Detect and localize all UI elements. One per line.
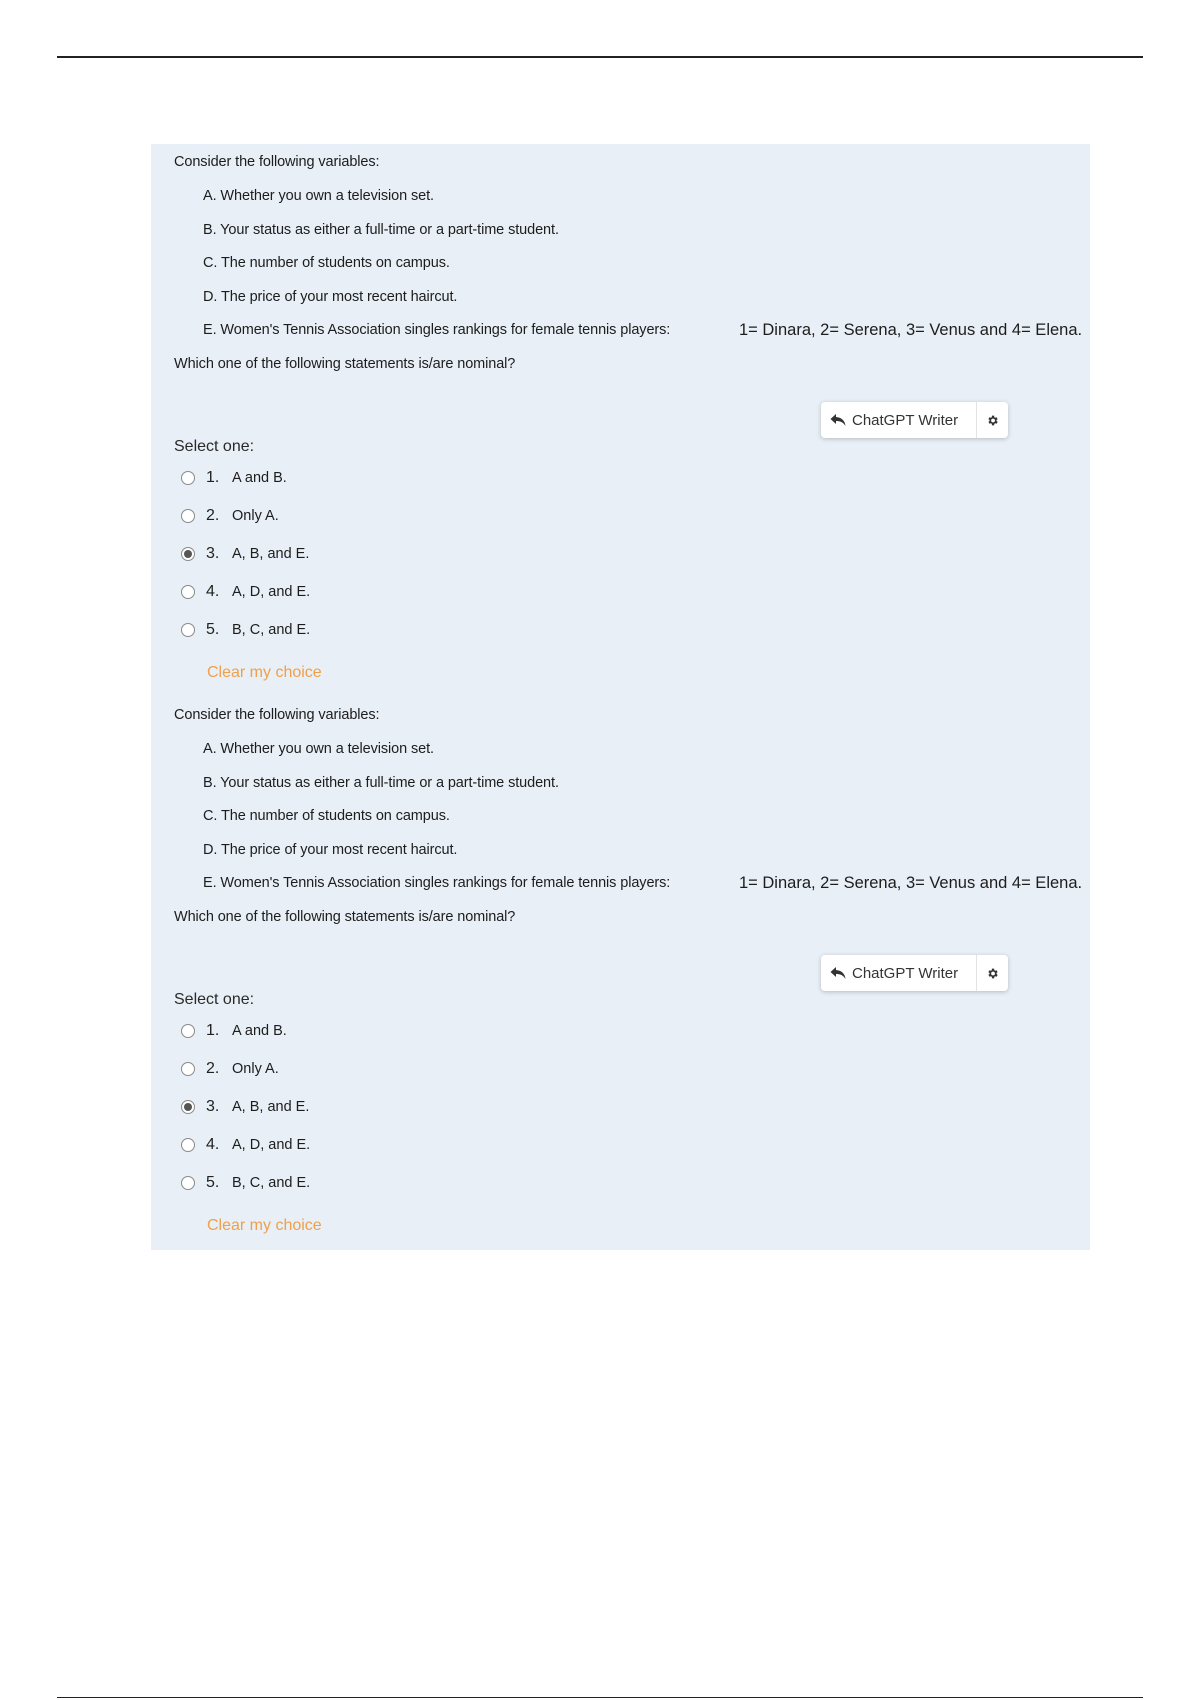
option-text: A, B, and E. — [232, 546, 310, 562]
option-text: Only A. — [232, 1061, 279, 1077]
chatgpt-settings-button[interactable] — [977, 955, 1008, 991]
reply-arrow-icon — [830, 966, 846, 980]
option-number: 2. — [206, 507, 220, 524]
radio-button[interactable] — [181, 1176, 195, 1190]
bottom-rule — [57, 1697, 1143, 1698]
chatgpt-writer-button[interactable] — [821, 955, 976, 991]
variable-c: C. The number of students on campus. — [203, 255, 450, 271]
answer-option-1[interactable] — [181, 466, 581, 490]
gear-icon — [986, 967, 999, 980]
variable-e: E. Women's Tennis Association singles rankings for female tennis players: — [203, 875, 671, 891]
option-number: 3. — [206, 1098, 220, 1115]
radio-button-selected[interactable] — [181, 547, 195, 561]
answer-option-4[interactable] — [181, 580, 581, 604]
question-block — [151, 697, 1090, 1250]
chatgpt-writer-label: ChatGPT Writer — [852, 964, 959, 982]
option-number: 4. — [206, 583, 220, 600]
radio-button[interactable] — [181, 1062, 195, 1076]
variable-b: B. Your status as either a full-time or a part-time student. — [203, 775, 559, 791]
option-number: 2. — [206, 1060, 220, 1077]
option-number: 1. — [206, 469, 220, 486]
option-text: A, D, and E. — [232, 1137, 311, 1153]
question-block — [151, 144, 1090, 697]
answer-option-1[interactable] — [181, 1019, 581, 1043]
question-intro: Consider the following variables: — [174, 154, 380, 170]
chatgpt-writer-label: ChatGPT Writer — [852, 411, 959, 429]
option-number: 5. — [206, 621, 220, 638]
radio-button-selected[interactable] — [181, 1100, 195, 1114]
clear-choice-link[interactable]: Clear my choice — [207, 664, 322, 681]
answer-option-2[interactable] — [181, 504, 581, 528]
option-text: Only A. — [232, 508, 279, 524]
chatgpt-writer-widget — [821, 955, 1008, 991]
option-number: 3. — [206, 545, 220, 562]
variable-e-detail: 1= Dinara, 2= Serena, 3= Venus and 4= Elena. — [739, 321, 1083, 339]
radio-button[interactable] — [181, 585, 195, 599]
gear-icon — [986, 414, 999, 427]
reply-arrow-icon — [830, 413, 846, 427]
chatgpt-settings-button[interactable] — [977, 402, 1008, 438]
top-rule — [57, 56, 1143, 58]
chatgpt-writer-widget — [821, 402, 1008, 438]
select-one-label: Select one: — [174, 438, 255, 455]
answer-option-3[interactable] — [181, 1095, 581, 1119]
option-number: 4. — [206, 1136, 220, 1153]
variable-d: D. The price of your most recent haircut. — [203, 842, 458, 858]
option-number: 5. — [206, 1174, 220, 1191]
variable-c: C. The number of students on campus. — [203, 808, 450, 824]
answer-option-4[interactable] — [181, 1133, 581, 1157]
variable-d: D. The price of your most recent haircut. — [203, 289, 458, 305]
chatgpt-writer-button[interactable] — [821, 402, 976, 438]
variable-a: A. Whether you own a television set. — [203, 188, 434, 204]
variable-a: A. Whether you own a television set. — [203, 741, 434, 757]
answer-option-2[interactable] — [181, 1057, 581, 1081]
radio-button[interactable] — [181, 509, 195, 523]
option-text: A, D, and E. — [232, 584, 311, 600]
clear-choice-link[interactable]: Clear my choice — [207, 1217, 322, 1234]
question-intro: Consider the following variables: — [174, 707, 380, 723]
option-number: 1. — [206, 1022, 220, 1039]
option-text: A and B. — [232, 470, 287, 486]
quiz-panel — [151, 144, 1090, 1250]
answer-option-5[interactable] — [181, 1171, 581, 1195]
select-one-label: Select one: — [174, 991, 255, 1008]
option-text: A, B, and E. — [232, 1099, 310, 1115]
radio-button[interactable] — [181, 1138, 195, 1152]
answer-option-3[interactable] — [181, 542, 581, 566]
option-text: B, C, and E. — [232, 1175, 311, 1191]
option-text: B, C, and E. — [232, 622, 311, 638]
answer-option-5[interactable] — [181, 618, 581, 642]
question-prompt: Which one of the following statements is/are nominal? — [174, 356, 516, 372]
option-text: A and B. — [232, 1023, 287, 1039]
radio-button[interactable] — [181, 623, 195, 637]
question-prompt: Which one of the following statements is/are nominal? — [174, 909, 516, 925]
radio-button[interactable] — [181, 471, 195, 485]
radio-button[interactable] — [181, 1024, 195, 1038]
variable-e-detail: 1= Dinara, 2= Serena, 3= Venus and 4= Elena. — [739, 874, 1083, 892]
variable-e: E. Women's Tennis Association singles rankings for female tennis players: — [203, 322, 671, 338]
variable-b: B. Your status as either a full-time or a part-time student. — [203, 222, 559, 238]
